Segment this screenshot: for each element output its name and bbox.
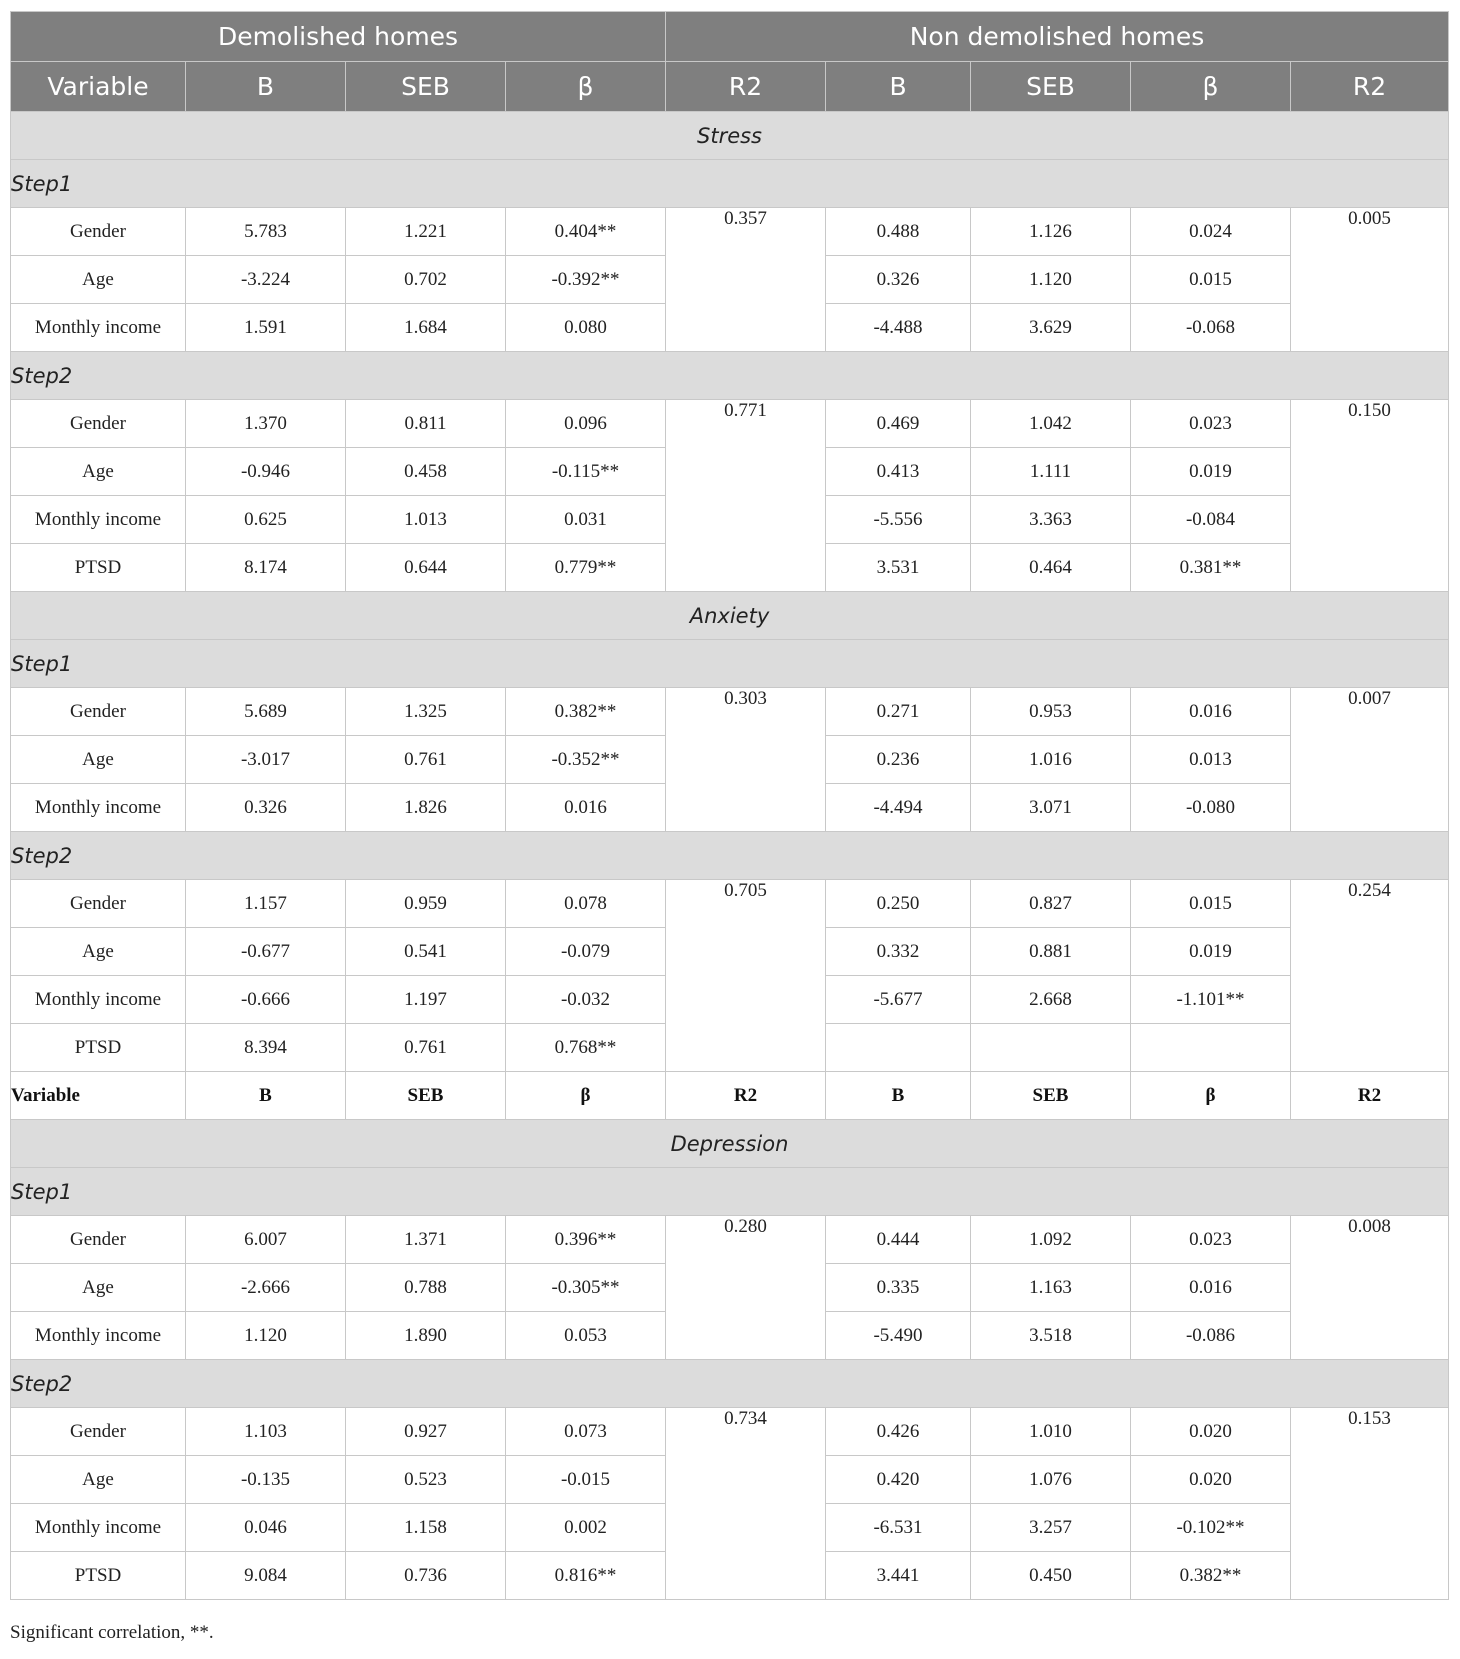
cell-non-demolished-r2: 0.150 <box>1291 400 1449 592</box>
cell-non-demolished-beta: -1.101** <box>1131 976 1291 1024</box>
cell-non-demolished-r2: 0.008 <box>1291 1216 1449 1360</box>
step-label: Step1 <box>11 640 1449 688</box>
cell-non-demolished-seb: 1.042 <box>971 400 1131 448</box>
cell-demolished-b: -2.666 <box>186 1264 346 1312</box>
cell-demolished-b: -0.946 <box>186 448 346 496</box>
cell-non-demolished-seb: 0.953 <box>971 688 1131 736</box>
step-row <box>11 160 1449 208</box>
cell-variable: Monthly income <box>11 1312 186 1360</box>
cell-demolished-seb: 0.811 <box>346 400 506 448</box>
group-header-row <box>11 12 1449 62</box>
cell-demolished-beta: -0.032 <box>506 976 666 1024</box>
cell-non-demolished-b: -5.556 <box>826 496 971 544</box>
cell-demolished-b: 1.591 <box>186 304 346 352</box>
cell-non-demolished-seb: 3.363 <box>971 496 1131 544</box>
cell-non-demolished-seb: 3.629 <box>971 304 1131 352</box>
cell-demolished-r2: 0.303 <box>666 688 826 832</box>
cell-demolished-seb: 0.523 <box>346 1456 506 1504</box>
cell-non-demolished-b: 0.271 <box>826 688 971 736</box>
cell-demolished-beta: 0.080 <box>506 304 666 352</box>
cell-variable: Age <box>11 1456 186 1504</box>
table-row <box>11 1216 1449 1264</box>
column-header-variable: Variable <box>11 62 186 112</box>
cell-demolished-beta: 0.382** <box>506 688 666 736</box>
cell-demolished-beta: 0.096 <box>506 400 666 448</box>
cell-demolished-b: 9.084 <box>186 1552 346 1600</box>
cell-variable: Gender <box>11 208 186 256</box>
cell-non-demolished-beta: 0.019 <box>1131 448 1291 496</box>
cell-demolished-b: 8.174 <box>186 544 346 592</box>
cell-non-demolished-beta: 0.013 <box>1131 736 1291 784</box>
cell-demolished-beta: -0.015 <box>506 1456 666 1504</box>
cell-demolished-r2: 0.705 <box>666 880 826 1072</box>
cell-non-demolished-b: 0.488 <box>826 208 971 256</box>
column-header-n-r2: R2 <box>1291 62 1449 112</box>
cell-non-demolished-seb: 3.071 <box>971 784 1131 832</box>
cell-variable: PTSD <box>11 544 186 592</box>
cell-variable: Monthly income <box>11 1504 186 1552</box>
column-header-n-beta: β <box>1131 62 1291 112</box>
cell-non-demolished-b: -4.488 <box>826 304 971 352</box>
cell-non-demolished-seb: 1.163 <box>971 1264 1131 1312</box>
cell-variable: Gender <box>11 880 186 928</box>
cell-demolished-seb: 1.325 <box>346 688 506 736</box>
cell-demolished-b: -0.666 <box>186 976 346 1024</box>
cell-demolished-seb: 0.761 <box>346 736 506 784</box>
cell-non-demolished-r2: 0.007 <box>1291 688 1449 832</box>
cell-demolished-b: 6.007 <box>186 1216 346 1264</box>
cell-non-demolished-beta: -0.084 <box>1131 496 1291 544</box>
cell-non-demolished-r2: 0.254 <box>1291 880 1449 1072</box>
cell-demolished-r2: 0.280 <box>666 1216 826 1360</box>
cell-non-demolished-seb: 0.881 <box>971 928 1131 976</box>
cell-non-demolished-b: 0.413 <box>826 448 971 496</box>
cell-demolished-seb: 0.736 <box>346 1552 506 1600</box>
cell-demolished-b: 0.046 <box>186 1504 346 1552</box>
step-row <box>11 640 1449 688</box>
table-row <box>11 400 1449 448</box>
cell-non-demolished-beta: 0.015 <box>1131 880 1291 928</box>
inner-header-variable: Variable <box>11 1072 186 1120</box>
cell-demolished-beta: 0.031 <box>506 496 666 544</box>
cell-demolished-b: 1.120 <box>186 1312 346 1360</box>
cell-demolished-seb: 0.959 <box>346 880 506 928</box>
cell-non-demolished-b: 0.444 <box>826 1216 971 1264</box>
inner-header-d-b: B <box>186 1072 346 1120</box>
cell-non-demolished-b: 0.250 <box>826 880 971 928</box>
cell-non-demolished-b: 0.426 <box>826 1408 971 1456</box>
cell-demolished-b: 1.103 <box>186 1408 346 1456</box>
cell-variable: Monthly income <box>11 784 186 832</box>
cell-non-demolished-b: 0.326 <box>826 256 971 304</box>
cell-variable: Gender <box>11 1408 186 1456</box>
section-title: Stress <box>11 112 1449 160</box>
inner-header-d-r2: R2 <box>666 1072 826 1120</box>
cell-non-demolished-b: -6.531 <box>826 1504 971 1552</box>
cell-demolished-b: 8.394 <box>186 1024 346 1072</box>
cell-non-demolished-beta: 0.023 <box>1131 1216 1291 1264</box>
cell-non-demolished-seb: 1.111 <box>971 448 1131 496</box>
cell-demolished-r2: 0.771 <box>666 400 826 592</box>
cell-demolished-seb: 0.927 <box>346 1408 506 1456</box>
cell-non-demolished-beta: -0.102** <box>1131 1504 1291 1552</box>
section-row <box>11 1120 1449 1168</box>
cell-non-demolished-seb: 1.120 <box>971 256 1131 304</box>
step-label: Step2 <box>11 352 1449 400</box>
cell-non-demolished-seb: 2.668 <box>971 976 1131 1024</box>
cell-non-demolished-beta: 0.382** <box>1131 1552 1291 1600</box>
cell-demolished-beta: 0.053 <box>506 1312 666 1360</box>
cell-non-demolished-seb: 3.518 <box>971 1312 1131 1360</box>
cell-demolished-b: 5.783 <box>186 208 346 256</box>
step-label: Step1 <box>11 1168 1449 1216</box>
cell-non-demolished-beta: 0.024 <box>1131 208 1291 256</box>
cell-demolished-b: 5.689 <box>186 688 346 736</box>
regression-table <box>10 11 1449 1600</box>
cell-non-demolished-b: -5.490 <box>826 1312 971 1360</box>
cell-demolished-beta: 0.016 <box>506 784 666 832</box>
cell-non-demolished-b <box>826 1024 971 1072</box>
cell-variable: Monthly income <box>11 496 186 544</box>
cell-non-demolished-seb: 0.450 <box>971 1552 1131 1600</box>
cell-demolished-beta: 0.404** <box>506 208 666 256</box>
cell-non-demolished-b: 3.441 <box>826 1552 971 1600</box>
column-header-row <box>11 62 1449 112</box>
cell-non-demolished-beta: -0.086 <box>1131 1312 1291 1360</box>
cell-non-demolished-r2: 0.153 <box>1291 1408 1449 1600</box>
inner-header-n-seb: SEB <box>971 1072 1131 1120</box>
cell-non-demolished-b: 0.420 <box>826 1456 971 1504</box>
column-header-d-seb: SEB <box>346 62 506 112</box>
cell-demolished-beta: 0.816** <box>506 1552 666 1600</box>
cell-non-demolished-beta <box>1131 1024 1291 1072</box>
inner-header-n-beta: β <box>1131 1072 1291 1120</box>
cell-demolished-beta: -0.115** <box>506 448 666 496</box>
cell-demolished-seb: 1.158 <box>346 1504 506 1552</box>
step-row <box>11 352 1449 400</box>
cell-demolished-beta: 0.779** <box>506 544 666 592</box>
cell-variable: Age <box>11 256 186 304</box>
cell-non-demolished-b: 3.531 <box>826 544 971 592</box>
cell-variable: Age <box>11 448 186 496</box>
inner-header-n-r2: R2 <box>1291 1072 1449 1120</box>
step-label: Step2 <box>11 1360 1449 1408</box>
table-row <box>11 688 1449 736</box>
group-header-demolished: Demolished homes <box>11 12 666 62</box>
cell-non-demolished-beta: 0.020 <box>1131 1408 1291 1456</box>
cell-non-demolished-seb: 1.126 <box>971 208 1131 256</box>
step-row <box>11 832 1449 880</box>
cell-non-demolished-seb: 0.827 <box>971 880 1131 928</box>
cell-non-demolished-seb: 3.257 <box>971 1504 1131 1552</box>
cell-variable: Age <box>11 1264 186 1312</box>
cell-variable: Monthly income <box>11 976 186 1024</box>
cell-non-demolished-b: 0.469 <box>826 400 971 448</box>
cell-variable: Age <box>11 736 186 784</box>
table-row <box>11 1408 1449 1456</box>
cell-demolished-beta: 0.078 <box>506 880 666 928</box>
cell-non-demolished-beta: 0.015 <box>1131 256 1291 304</box>
cell-variable: Age <box>11 928 186 976</box>
column-header-d-r2: R2 <box>666 62 826 112</box>
cell-demolished-seb: 1.890 <box>346 1312 506 1360</box>
cell-demolished-b: -3.224 <box>186 256 346 304</box>
cell-non-demolished-b: 0.236 <box>826 736 971 784</box>
cell-variable: PTSD <box>11 1552 186 1600</box>
cell-demolished-seb: 1.197 <box>346 976 506 1024</box>
regression-table-container <box>10 11 1448 1600</box>
cell-non-demolished-beta: 0.381** <box>1131 544 1291 592</box>
cell-non-demolished-seb: 1.010 <box>971 1408 1131 1456</box>
cell-demolished-seb: 1.221 <box>346 208 506 256</box>
step-label: Step2 <box>11 832 1449 880</box>
cell-demolished-beta: 0.768** <box>506 1024 666 1072</box>
cell-non-demolished-seb: 0.464 <box>971 544 1131 592</box>
column-header-n-seb: SEB <box>971 62 1131 112</box>
cell-demolished-beta: -0.352** <box>506 736 666 784</box>
cell-demolished-b: 1.157 <box>186 880 346 928</box>
cell-demolished-seb: 1.013 <box>346 496 506 544</box>
cell-variable: Monthly income <box>11 304 186 352</box>
cell-non-demolished-beta: 0.020 <box>1131 1456 1291 1504</box>
cell-non-demolished-beta: 0.016 <box>1131 688 1291 736</box>
cell-non-demolished-seb <box>971 1024 1131 1072</box>
cell-demolished-seb: 0.761 <box>346 1024 506 1072</box>
section-row <box>11 112 1449 160</box>
section-title: Anxiety <box>11 592 1449 640</box>
cell-non-demolished-beta: 0.023 <box>1131 400 1291 448</box>
cell-variable: PTSD <box>11 1024 186 1072</box>
step-row <box>11 1168 1449 1216</box>
cell-demolished-seb: 0.644 <box>346 544 506 592</box>
section-title: Depression <box>11 1120 1449 1168</box>
cell-non-demolished-seb: 1.016 <box>971 736 1131 784</box>
cell-demolished-b: 1.370 <box>186 400 346 448</box>
footnote: Significant correlation, **. <box>10 1622 214 1643</box>
table-row <box>11 208 1449 256</box>
cell-demolished-b: -0.677 <box>186 928 346 976</box>
cell-demolished-b: 0.326 <box>186 784 346 832</box>
cell-demolished-b: 0.625 <box>186 496 346 544</box>
table-row <box>11 880 1449 928</box>
cell-demolished-beta: 0.002 <box>506 1504 666 1552</box>
inner-header-d-seb: SEB <box>346 1072 506 1120</box>
cell-non-demolished-seb: 1.092 <box>971 1216 1131 1264</box>
column-header-d-beta: β <box>506 62 666 112</box>
cell-non-demolished-b: 0.332 <box>826 928 971 976</box>
cell-demolished-beta: -0.079 <box>506 928 666 976</box>
cell-demolished-seb: 0.541 <box>346 928 506 976</box>
cell-demolished-seb: 1.826 <box>346 784 506 832</box>
cell-demolished-r2: 0.734 <box>666 1408 826 1600</box>
cell-demolished-r2: 0.357 <box>666 208 826 352</box>
cell-non-demolished-b: 0.335 <box>826 1264 971 1312</box>
cell-demolished-b: -3.017 <box>186 736 346 784</box>
cell-non-demolished-seb: 1.076 <box>971 1456 1131 1504</box>
cell-non-demolished-b: -4.494 <box>826 784 971 832</box>
step-row <box>11 1360 1449 1408</box>
cell-demolished-seb: 0.788 <box>346 1264 506 1312</box>
column-header-d-b: B <box>186 62 346 112</box>
cell-demolished-seb: 1.684 <box>346 304 506 352</box>
cell-variable: Gender <box>11 1216 186 1264</box>
cell-demolished-beta: 0.073 <box>506 1408 666 1456</box>
inner-header-n-b: B <box>826 1072 971 1120</box>
cell-non-demolished-b: -5.677 <box>826 976 971 1024</box>
inner-header-d-beta: β <box>506 1072 666 1120</box>
table-body <box>11 112 1449 1600</box>
cell-non-demolished-r2: 0.005 <box>1291 208 1449 352</box>
cell-demolished-b: -0.135 <box>186 1456 346 1504</box>
column-header-n-b: B <box>826 62 971 112</box>
cell-demolished-beta: -0.305** <box>506 1264 666 1312</box>
cell-variable: Gender <box>11 688 186 736</box>
cell-demolished-beta: 0.396** <box>506 1216 666 1264</box>
cell-non-demolished-beta: -0.080 <box>1131 784 1291 832</box>
cell-non-demolished-beta: 0.019 <box>1131 928 1291 976</box>
cell-non-demolished-beta: 0.016 <box>1131 1264 1291 1312</box>
cell-demolished-seb: 0.702 <box>346 256 506 304</box>
inner-header-row <box>11 1072 1449 1120</box>
cell-non-demolished-beta: -0.068 <box>1131 304 1291 352</box>
cell-demolished-seb: 0.458 <box>346 448 506 496</box>
section-row <box>11 592 1449 640</box>
cell-demolished-beta: -0.392** <box>506 256 666 304</box>
cell-variable: Gender <box>11 400 186 448</box>
step-label: Step1 <box>11 160 1449 208</box>
group-header-non-demolished: Non demolished homes <box>666 12 1449 62</box>
cell-demolished-seb: 1.371 <box>346 1216 506 1264</box>
